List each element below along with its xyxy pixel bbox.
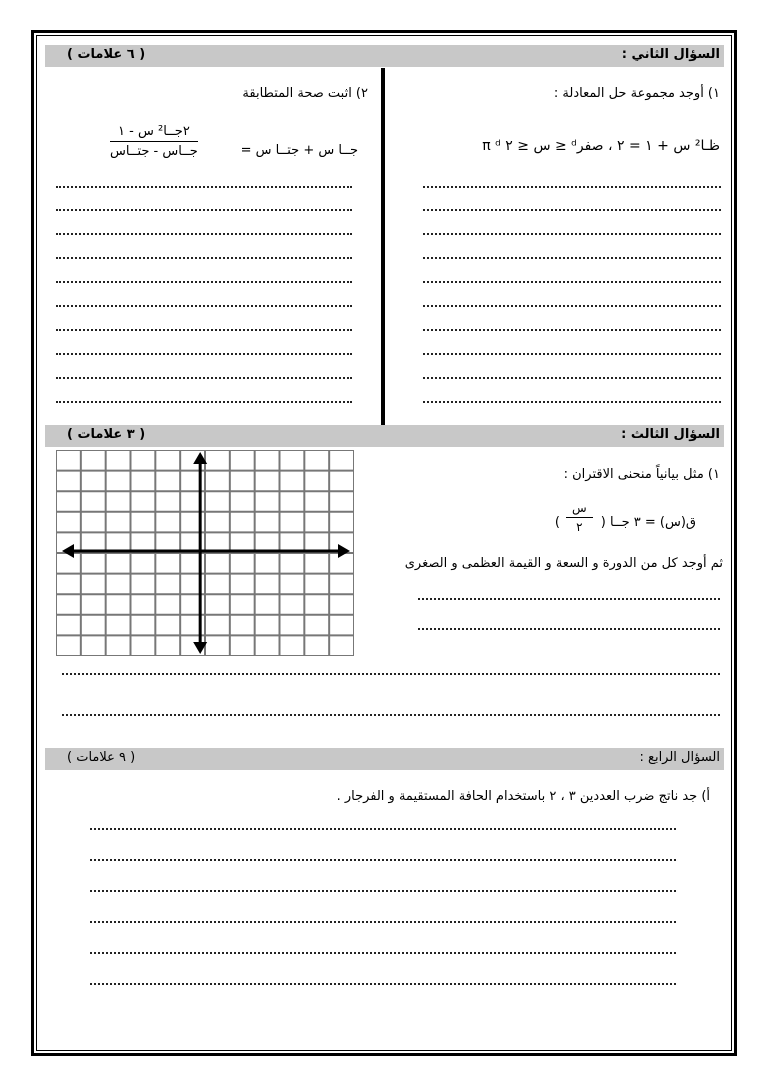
q2-part2-lhs: جــا س + جتــا س = bbox=[240, 143, 358, 158]
question-3-title: السؤال الثالث : bbox=[621, 427, 720, 442]
question-2-title: السؤال الثاني : bbox=[621, 47, 720, 62]
graph-paper-grid bbox=[56, 450, 354, 656]
answer-line bbox=[90, 920, 676, 923]
question-2-marks: ( ٦ علامات ) bbox=[67, 47, 146, 62]
answer-line bbox=[90, 951, 676, 954]
answer-line bbox=[418, 597, 720, 600]
answer-line bbox=[423, 185, 721, 188]
question-4-title: السؤال الرابع : bbox=[639, 750, 720, 765]
fraction-numerator: س bbox=[566, 501, 593, 518]
answer-line bbox=[423, 208, 721, 211]
answer-line bbox=[62, 672, 720, 675]
question-4-marks: ( ٩ علامات ) bbox=[67, 750, 136, 765]
answer-line bbox=[56, 280, 352, 283]
answer-line bbox=[423, 256, 721, 259]
fraction-denominator: جــاس - جتــاس bbox=[110, 144, 198, 159]
answer-line bbox=[90, 827, 676, 830]
question-4-header bbox=[45, 748, 724, 770]
q4-part-a: أ) جد ناتج ضرب العددين ٣ ، ٢ باستخدام الحافة المستقيمة و الفرجار . bbox=[336, 789, 710, 804]
answer-line bbox=[90, 982, 676, 985]
q3-part1-title: ١) مثل بيانياً منحنى الاقتران : bbox=[563, 467, 720, 482]
answer-line bbox=[56, 376, 352, 379]
question-2-header bbox=[45, 45, 724, 67]
answer-line bbox=[56, 328, 352, 331]
answer-line bbox=[56, 304, 352, 307]
answer-line bbox=[423, 232, 721, 235]
answer-line bbox=[90, 858, 676, 861]
q3-function-close: ) bbox=[554, 515, 560, 530]
answer-line bbox=[56, 352, 352, 355]
question-3-marks: ( ٣ علامات ) bbox=[67, 427, 146, 442]
q2-part1-title: ١) أوجد مجموعة حل المعادلة : bbox=[553, 86, 720, 101]
q2-part2-title: ٢) اثبت صحة المتطابقة bbox=[242, 86, 368, 101]
answer-line bbox=[423, 304, 721, 307]
x-axis-arrow-left bbox=[62, 544, 74, 558]
q3-function-fraction bbox=[566, 501, 593, 534]
fraction-numerator: ٢جــا² س - ١ bbox=[110, 124, 198, 142]
question-3-header bbox=[45, 425, 724, 447]
column-divider bbox=[381, 68, 385, 428]
answer-line bbox=[423, 376, 721, 379]
answer-line bbox=[423, 400, 721, 403]
answer-line bbox=[56, 185, 352, 188]
answer-line bbox=[56, 232, 352, 235]
q3-function-lhs: ق(س) = ٣ جــا ( bbox=[600, 515, 696, 530]
x-axis-arrow-right bbox=[338, 544, 350, 558]
q2-part1-equation: ظـا² س + ١ = ٢ ، صفرᵈ ≤ س ≤ ٢ π ᵈ bbox=[482, 138, 720, 154]
answer-line bbox=[56, 256, 352, 259]
q3-instruction: ثم أوجد كل من الدورة و السعة و القيمة العظمى و الصغرى bbox=[404, 556, 723, 571]
answer-line bbox=[423, 280, 721, 283]
fraction-denominator: ٢ bbox=[576, 520, 583, 534]
answer-line bbox=[423, 352, 721, 355]
answer-line bbox=[56, 400, 352, 403]
answer-line bbox=[418, 627, 720, 630]
answer-line bbox=[62, 713, 720, 716]
answer-line bbox=[56, 208, 352, 211]
answer-line bbox=[423, 328, 721, 331]
q2-part2-fraction bbox=[110, 124, 198, 159]
answer-line bbox=[90, 889, 676, 892]
